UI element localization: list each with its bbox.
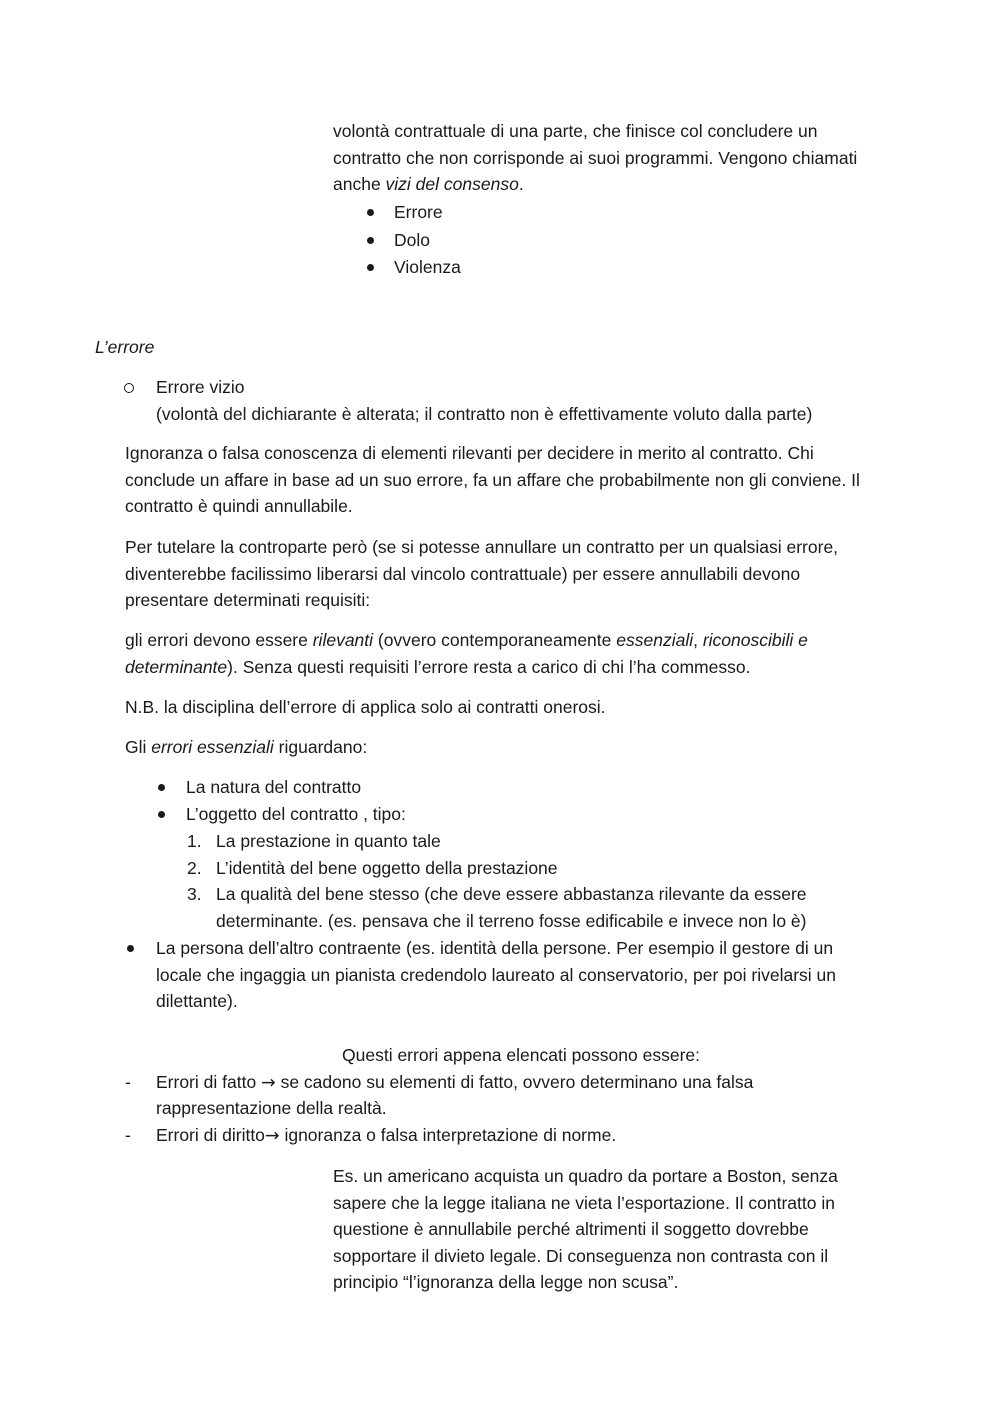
paragraph-line: gli errori devono essere rilevanti (ovvero contemporaneamente essenziali, riconoscibili e	[125, 630, 808, 650]
intro-line-2: contratto che non corrisponde ai suoi programmi. Vengono chiamati	[333, 147, 858, 168]
bullet-icon	[158, 811, 165, 818]
section-title: L’errore	[95, 337, 155, 357]
sub-item-identita: L’identità del bene oggetto della prestazione	[216, 858, 558, 878]
sub-item-number: 2.	[187, 858, 202, 878]
paragraph-line: sopportare il divieto legale. Di conseguenza non contrasta con il	[333, 1245, 829, 1266]
paragraph-line: Per tutelare la controparte però (se si potesse annullare un contratto per un qualsiasi errore,	[125, 537, 839, 557]
centered-heading: Questi errori appena elencati possono essere:	[342, 1045, 700, 1065]
arrow-right-icon: →	[261, 1073, 276, 1093]
bullet-icon	[367, 264, 374, 271]
dash-marker: -	[125, 1125, 131, 1145]
paragraph-line: presentare determinati requisiti:	[125, 590, 371, 610]
bullet-icon	[367, 237, 374, 244]
essenziali-intro: Gli errori essenziali riguardano:	[125, 737, 368, 757]
paragraph-line: dilettante).	[156, 991, 238, 1011]
bullet-icon	[367, 209, 374, 216]
dash-item-diritto: Errori di diritto→ ignoranza o falsa interpretazione di norme.	[156, 1125, 617, 1146]
list-item-persona	[156, 935, 836, 1015]
paragraph-requisiti	[125, 627, 808, 680]
sub-item-qualita: La qualità del bene stesso (che deve essere abbastanza rilevante da essere	[216, 884, 807, 904]
paragraph-line: questione è annullabile perché altrimenti il soggetto dovrebbe	[333, 1219, 809, 1239]
vizio-item-errore: Errore	[394, 202, 443, 222]
arrow-right-icon: →	[264, 1126, 280, 1146]
paragraph-line: locale che ingaggia un pianista credendolo laureato al conservatorio, per poi rivelarsi un	[156, 964, 837, 985]
vizio-item-violenza: Violenza	[394, 257, 461, 277]
sub-item-qualita-cont: determinante. (es. pensava che il terreno fosse edificabile e invece non lo è)	[216, 911, 807, 931]
bullet-icon	[127, 945, 134, 952]
paragraph-line: La persona dell’altro contraente (es. identità della persone. Per esempio il gestore di un	[156, 938, 834, 958]
paragraph-line: sapere che la legge italiana ne vieta l’esportazione. Il contratto in	[333, 1192, 835, 1213]
paragraph-line: Es. un americano acquista un quadro da portare a Boston, senza	[333, 1166, 838, 1186]
sub-item-number: 1.	[187, 831, 202, 851]
paragraph-line: Ignoranza o falsa conoscenza di elementi rilevanti per decidere in merito al contratto. Chi	[125, 443, 814, 463]
sub-item-number: 3.	[187, 884, 202, 904]
errore-vizio-note: (volontà del dichiarante è alterata; il contratto non è effettivamente voluto dalla parte)	[156, 404, 813, 424]
paragraph-tutela	[125, 534, 838, 614]
intro-line-1: volontà contrattuale di una parte, che finisce col concludere un	[333, 121, 818, 141]
dash-item-fatto: Errori di fatto → se cadono su elementi di fatto, ovvero determinano una falsa	[156, 1072, 754, 1093]
list-item-oggetto: L’oggetto del contratto , tipo:	[186, 804, 406, 824]
list-item-natura: La natura del contratto	[186, 777, 362, 797]
paragraph-line: diventerebbe facilissimo liberarsi dal vincolo contrattuale) per essere annullabili devono	[125, 563, 801, 584]
intro-paragraph	[333, 118, 857, 198]
paragraph-line: principio “l’ignoranza della legge non scusa”.	[333, 1272, 679, 1292]
nb-note: N.B. la disciplina dell’errore di applica solo ai contratti onerosi.	[125, 697, 606, 717]
dash-item-fatto-cont: rappresentazione della realtà.	[156, 1098, 387, 1118]
paragraph-ignoranza	[125, 440, 860, 520]
paragraph-line: determinante). Senza questi requisiti l’errore resta a carico di chi l’ha commesso.	[125, 656, 751, 677]
errore-vizio-label: Errore vizio	[156, 377, 245, 397]
paragraph-line: conclude un affare in base ad un suo errore, fa un affare che probabilmente non gli conviene. Il	[125, 469, 860, 490]
vizio-item-dolo: Dolo	[394, 230, 430, 250]
sub-item-prestazione: La prestazione in quanto tale	[216, 831, 441, 851]
dash-marker: -	[125, 1072, 131, 1092]
intro-line-3: anche vizi del consenso.	[333, 174, 524, 194]
paragraph-line: contratto è quindi annullabile.	[125, 496, 353, 516]
example-paragraph	[333, 1163, 838, 1296]
circle-bullet-icon	[124, 383, 134, 393]
bullet-icon	[158, 784, 165, 791]
